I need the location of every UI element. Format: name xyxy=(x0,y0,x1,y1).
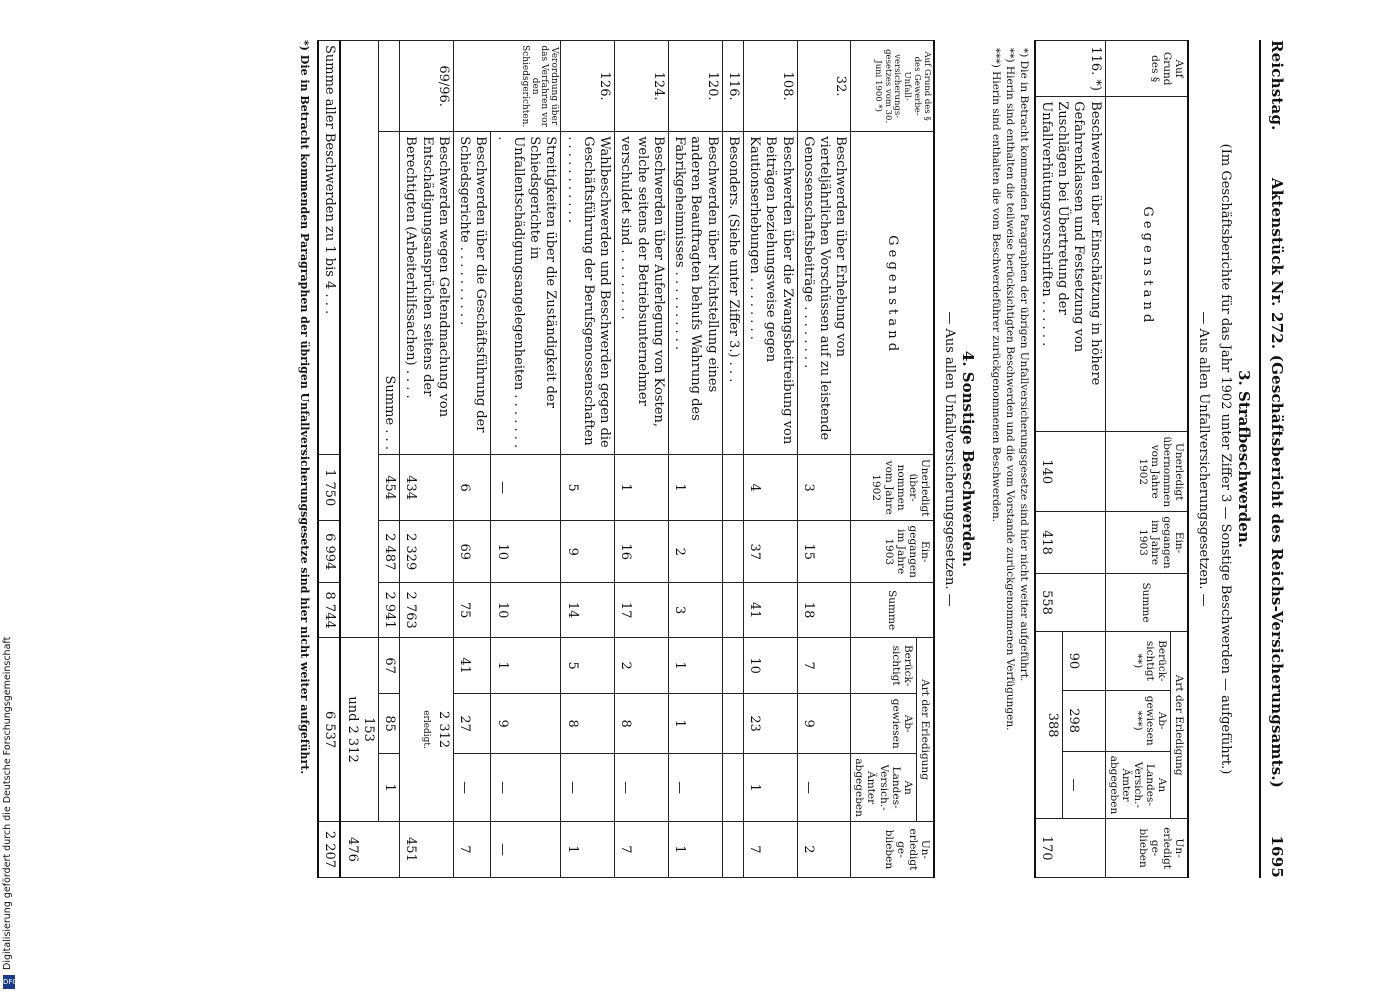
running-head-left: Reichstag. xyxy=(1268,40,1286,131)
row-unerledigt-geblieben: 7 xyxy=(743,821,797,877)
gesamt-unerledigt-geblieben: 2 207 xyxy=(318,821,340,877)
s4-h-summe: Summe xyxy=(851,583,934,638)
note-1: *) Die in Betracht kommenden Paragraphen der übrigen Unfallversicherungsgesetze sind hier nicht weiter aufgeführt. xyxy=(1017,48,1030,682)
digitization-credit xyxy=(2,600,16,990)
section4-table xyxy=(317,40,935,878)
row-unerledigt-geblieben: — xyxy=(491,821,561,877)
section4-subtitle: — Aus allen Unfallversicherungsgesetzen. — xyxy=(941,311,957,607)
s3-landes: — xyxy=(1062,751,1105,819)
summe-beruecksichtigt: 67 xyxy=(378,638,399,694)
row-eingegangen: 2 329 xyxy=(400,521,454,583)
s4-h-gegenstand: G e g e n s t a n d xyxy=(851,132,934,455)
table-row xyxy=(743,41,797,878)
row-landes: — xyxy=(797,754,851,822)
row-unerledigt: 5 xyxy=(561,454,615,520)
summe-unerledigt-geblieben: 476 xyxy=(340,821,399,877)
gesamt-summe: 8 744 xyxy=(318,583,340,638)
row-unerledigt xyxy=(722,454,743,520)
running-head xyxy=(1263,40,1286,878)
s4-h-berueck: Berück-sichtigt xyxy=(851,638,916,694)
row-abgewiesen: 23 xyxy=(743,694,797,754)
row-beruecksichtigt: 7 xyxy=(797,638,851,694)
summe-subtotal xyxy=(340,638,378,822)
row-summe xyxy=(722,583,743,638)
row-unerledigt: 1 xyxy=(668,454,722,520)
row-gegenstand: Beschwerden über die Geschäftsführung der Schiedsgerichte . . . . . . . . . . xyxy=(453,132,491,455)
row-eingegangen: 69 xyxy=(453,521,491,583)
row-landes: — xyxy=(453,754,491,822)
summe-subtotal-spacer xyxy=(340,41,378,638)
row-beruecksichtigt: 41 xyxy=(453,638,491,694)
row-beruecksichtigt: 10 xyxy=(743,638,797,694)
row-gegenstand: Beschwerden über Erhebung von vierteljährlichen Vorschüssen auf zu leistende Genossenschaftsbeiträge . . . . . . . . xyxy=(797,132,851,455)
row-unerledigt-geblieben: 1 xyxy=(561,821,615,877)
table-row xyxy=(561,41,615,878)
arbeiterhilfs-erledigt xyxy=(400,638,454,822)
row-unerledigt: 6 xyxy=(453,454,491,520)
row-paragraph: 32. xyxy=(797,41,851,132)
row-summe: 17 xyxy=(615,583,669,638)
row-summe: 10 xyxy=(491,583,561,638)
section4-title: 4. Sonstige Beschwerden. xyxy=(958,350,977,568)
row-paragraph: 124. xyxy=(615,41,669,132)
s3-paragraph: 116. *) xyxy=(1035,41,1106,97)
row-erledigt-label: erledigt. xyxy=(420,710,431,749)
gesamt-eingegangen: 6 994 xyxy=(318,521,340,583)
table-row xyxy=(722,41,743,878)
note-2: **) Hierin sind enthalten die teilweise berücksichtigten Beschwerden und die vom Vorstande zurückgenommenen Verfügungen. xyxy=(1003,48,1016,731)
s4-h-eingegangen: Ein-gegangen im Jahre 1903 xyxy=(851,521,934,583)
row-eingegangen: 2 xyxy=(668,521,722,583)
row-abgewiesen xyxy=(722,694,743,754)
s4-h-landes: An Landes-Versich.-Ämter abgegeben xyxy=(851,754,916,822)
page-number: 1695 xyxy=(1268,835,1286,878)
s4-h-unerledigt: Unerledigt über-nommen vom Jahre 1902 xyxy=(851,454,934,520)
gesamt-row xyxy=(318,41,340,878)
row-landes: — xyxy=(561,754,615,822)
row-abgewiesen: 1 xyxy=(668,694,722,754)
row-gegenstand: Beschwerden über Nichtstellung eines anderen Beauftragten behufs Wahrung des Fabrikgeheimnisses . . . . . . . . . . xyxy=(668,132,722,455)
row-eingegangen: 15 xyxy=(797,521,851,583)
s3-h-grund: Auf Grund des § xyxy=(1105,41,1188,97)
row-summe: 2 763 xyxy=(400,583,454,638)
table-row xyxy=(797,41,851,878)
s3-h-unerledigt-bleiben: Un-erledigt ge-blieben xyxy=(1105,819,1188,878)
s3-unerledigt: 140 xyxy=(1035,432,1106,512)
row-abgewiesen: 9 xyxy=(491,694,561,754)
head-rule xyxy=(1259,40,1261,878)
row-gegenstand: Beschwerden wegen Geltendmachung von Entschädigungsansprüchen seitens der Berechtigten (Arbeiterhilfssachen) . . . . xyxy=(400,132,454,455)
summe-row xyxy=(378,41,399,878)
gesamt-unerledigt: 1 750 xyxy=(318,454,340,520)
s3-h-landes: An Landes-Versich.-Ämter abgegeben xyxy=(1105,751,1170,819)
summe-empty xyxy=(378,41,399,132)
section4-footnote: *) Die in Betracht kommenden Paragraphen der übrigen Unfallversicherungsgesetze sind hier nicht weiter aufgeführt. xyxy=(298,40,312,775)
section3-notes xyxy=(989,48,1030,878)
row-landes xyxy=(722,754,743,822)
row-abgewiesen: 9 xyxy=(797,694,851,754)
s3-gegenstand: Beschwerden über Einschätzung in höhere Gefahrenklassen und Festsetzung von Zuschlägen bei Übertretung der Unfallverhütungsvorschriften . . . . . . xyxy=(1035,97,1106,432)
row-paragraph: 126. xyxy=(561,41,615,132)
row-paragraph: 116. xyxy=(722,41,743,132)
gesamt-erledigt: 6 537 xyxy=(318,638,340,822)
row-summe: 3 xyxy=(668,583,722,638)
row-landes: 1 xyxy=(743,754,797,822)
s3-h-unerledigt: Unerledigt übernommen vom Jahre 1902 xyxy=(1105,432,1188,512)
row-summe: 41 xyxy=(743,583,797,638)
summe-landes: 1 xyxy=(378,754,399,822)
section3-title: 3. Strafbeschwerden. xyxy=(1235,370,1254,548)
table-row xyxy=(400,41,454,878)
row-abgewiesen: 27 xyxy=(453,694,491,754)
running-head-center: Aktenstück Nr. 272. (Geschäftsbericht des Reichs-Versicherungsamts.) xyxy=(1268,177,1286,789)
table-row xyxy=(453,41,491,878)
section3-subtitle: (Im Geschäftsberichte für das Jahr 1902 unter Ziffer 3 — Sonstige Beschwerden — aufgeführt.) xyxy=(1218,143,1234,775)
row-eingegangen: 37 xyxy=(743,521,797,583)
credit-text: Digitalisierung gefördert durch die Deutsche Forschungsgemeinschaft xyxy=(2,636,13,970)
summe-abgewiesen: 85 xyxy=(378,694,399,754)
row-summe: 75 xyxy=(453,583,491,638)
s3-beruecksichtigt: 90 xyxy=(1062,632,1105,691)
row-gegenstand: Beschwerden über Auferlegung von Kosten, welche seitens der Betriebsunternehmer verschuldet sind . . . . . . . . . xyxy=(615,132,669,455)
row-landes: — xyxy=(615,754,669,822)
dfg-logo-icon: DFG xyxy=(3,975,15,989)
row-landes: — xyxy=(491,754,561,822)
row-unerledigt-geblieben: 7 xyxy=(615,821,669,877)
row-paragraph: 69/96. xyxy=(400,41,454,132)
verordnung-label: Verordnung über das Verfahren vor den Schiedsgerichten. xyxy=(453,41,561,132)
s3-h-abgewiesen: Ab-gewiesen ***) xyxy=(1105,690,1170,751)
row-eingegangen: 10 xyxy=(491,521,561,583)
row-abgewiesen: 8 xyxy=(561,694,615,754)
row-unerledigt-geblieben: 451 xyxy=(400,821,454,877)
s3-h-gegenstand: G e g e n s t a n d xyxy=(1105,97,1188,432)
s3-h-eingegangen: Ein-gegangen im Jahre 1903 xyxy=(1105,512,1188,574)
s3-unerledigt-geblieben: 170 xyxy=(1035,819,1106,878)
summe-zwischen: 153 xyxy=(360,717,376,742)
s4-h-art: Art der Erledigung xyxy=(916,638,934,822)
row-eingegangen: 16 xyxy=(615,521,669,583)
section3-subtitle2: — Aus allen Unfallversicherungsgesetzen. — xyxy=(1196,311,1212,607)
row-unerledigt: 4 xyxy=(743,454,797,520)
row-summe: 14 xyxy=(561,583,615,638)
summe-label: Summe . . . xyxy=(378,132,399,455)
gesamt-label: Summe aller Beschwerden zu 1 bis 4 . . . xyxy=(318,41,340,455)
row-beruecksichtigt: 2 312 xyxy=(435,710,451,749)
row-unerledigt-geblieben xyxy=(722,821,743,877)
row-beruecksichtigt: 2 xyxy=(615,638,669,694)
row-unerledigt: 434 xyxy=(400,454,454,520)
row-eingegangen xyxy=(722,521,743,583)
s4-h-grund: Auf Grund des § des Gewerbe-Unfall-versicherungs-gesetzes vom 30. Juni 1900 *) xyxy=(851,41,934,132)
s4-h-unerledigt-bleiben: Un-erledigt ge-blieben xyxy=(851,821,934,877)
row-unerledigt-geblieben: 7 xyxy=(453,821,491,877)
summe-und: und 2 312 xyxy=(344,696,360,763)
row-beruecksichtigt: 1 xyxy=(491,638,561,694)
row-unerledigt: — xyxy=(491,454,561,520)
row-unerledigt-geblieben: 1 xyxy=(668,821,722,877)
s3-h-art: Art der Erledigung xyxy=(1170,632,1188,819)
s4-h-abgewiesen: Ab-gewiesen xyxy=(851,694,916,754)
s3-h-summe: Summe xyxy=(1105,573,1188,631)
table-row xyxy=(1062,41,1105,878)
row-eingegangen: 9 xyxy=(561,521,615,583)
row-beruecksichtigt: 1 xyxy=(668,638,722,694)
row-beruecksichtigt: 5 xyxy=(561,638,615,694)
row-beruecksichtigt xyxy=(722,638,743,694)
note-3: ***) Hierin sind enthalten die vom Beschwerdeführer zurückgenommenen Beschwerden. xyxy=(990,48,1003,523)
summe-subtotal-row xyxy=(340,41,378,878)
row-landes: — xyxy=(668,754,722,822)
table-row xyxy=(615,41,669,878)
row-gegenstand: Besonders. (Siehe unter Ziffer 3.) . . . xyxy=(722,132,743,455)
s3-erledigt-summe: 388 xyxy=(1035,632,1063,819)
row-paragraph: 120. xyxy=(668,41,722,132)
row-unerledigt-geblieben: 2 xyxy=(797,821,851,877)
row-unerledigt: 3 xyxy=(797,454,851,520)
row-gegenstand: Beschwerden über die Zwangsbeitreibung von Beiträgen beziehungsweise gegen Kautionserhebungen . . . . . . . . xyxy=(743,132,797,455)
summe-eingegangen: 2 487 xyxy=(378,521,399,583)
section3-table xyxy=(1034,40,1189,878)
row-gegenstand: Streitigkeiten über die Zuständigkeit der Schiedsgerichte in Unfallentschädigungsangelegenheiten . . . . . . . . xyxy=(491,132,561,455)
table-row xyxy=(491,41,561,878)
s3-abgewiesen: 298 xyxy=(1062,690,1105,751)
s3-h-berueck: Berück-sichtigt **) xyxy=(1105,632,1170,691)
row-summe: 18 xyxy=(797,583,851,638)
s3-summe: 558 xyxy=(1035,573,1106,631)
table-row xyxy=(668,41,722,878)
row-paragraph: 108. xyxy=(743,41,797,132)
row-unerledigt: 1 xyxy=(615,454,669,520)
summe-summe: 2 941 xyxy=(378,583,399,638)
row-gegenstand: Wahlbeschwerden und Beschwerden gegen die Geschäftsführung der Berufsgenossenschaften . . . . . . . . . . . xyxy=(561,132,615,455)
summe-unerledigt: 454 xyxy=(378,454,399,520)
s3-eingegangen: 418 xyxy=(1035,512,1106,574)
row-abgewiesen: 8 xyxy=(615,694,669,754)
